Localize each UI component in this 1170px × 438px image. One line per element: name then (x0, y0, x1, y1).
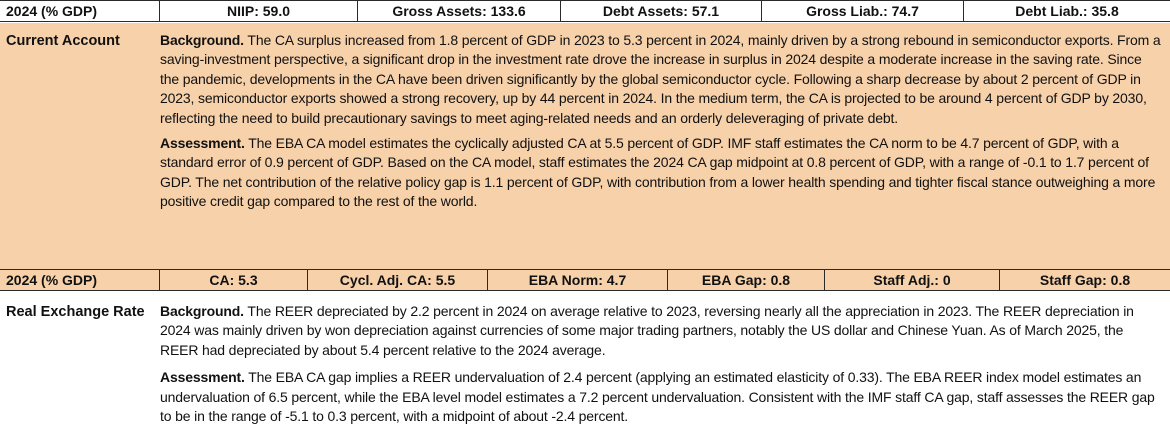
cycl-adj-ca-cell: Cycl. Adj. CA: 5.5 (308, 270, 488, 290)
current-account-section (0, 23, 1170, 269)
background-heading: Background. (160, 303, 244, 319)
debt-liabilities-cell: Debt Liab.: 35.8 (1015, 3, 1119, 19)
assessment-text: The EBA CA model estimates the cyclically adjusted CA at 5.5 percent of GDP. IMF staff estimates the CA norm to be 4.7 percent of GDP, with a standard error of 0.9 percent of GDP. Based on the CA model, staff estimates the 2024 CA gap midpoint at 0.8 percent of GDP, with a range of -0.1 to 1.7 percent of GDP. The net contribution of the relative policy gap is 1.1 percent of GDP, with contribution from a lower health spending and tighter fiscal stance outweighing a more positive credit gap compared to the rest of the world. (160, 135, 1156, 210)
current-account-background (160, 31, 1164, 128)
niip-metrics-strip (0, 0, 1170, 22)
year-label: 2024 (% GDP) (0, 1, 160, 21)
background-text: The CA surplus increased from 1.8 percent of GDP in 2023 to 5.3 percent in 2024, mainly driven by a strong rebound in semiconductor exports. From a saving-investment perspective, a significant drop in the investment rate drove the increase in surplus in 2024 despite a moderate increase in the saving rate. Since the pandemic, developments in the CA have been driven significantly by the global semiconductor cycle. Following a sharp decrease by about 2 percent of GDP in 2023, semiconductor exports showed a strong recovery, up by 44 percent in 2024. In the medium term, the CA is projected to be around 4 percent of GDP by 2030, reflecting the need to build precautionary savings to meet aging-related needs and an orderly deleveraging of private debt. (160, 32, 1161, 126)
current-account-body (160, 31, 1164, 212)
niip-cell: NIIP: 59.0 (160, 1, 358, 21)
gross-liabilities-cell: Gross Liab.: 74.7 (762, 1, 964, 21)
assessment-text: The EBA CA gap implies a REER undervaluation of 2.4 percent (applying an estimated elasticity of 0.33). The EBA REER index model estimates an undervaluation of 6.5 percent, while the EBA level model estimates a 7.2 percent undervaluation. Consistent with the IMF staff CA gap, staff assesses the REER gap to be in the range of -5.1 to 0.3 percent, with a midpoint of about -2.4 percent. (160, 369, 1155, 425)
ca-cell: CA: 5.3 (160, 270, 308, 290)
gross-assets-cell: Gross Assets: 133.6 (358, 1, 561, 21)
assessment-heading: Assessment. (160, 369, 245, 386)
current-account-label: Current Account (6, 33, 120, 49)
reer-assessment (160, 368, 1164, 426)
current-account-assessment (160, 134, 1164, 212)
real-exchange-rate-body (160, 302, 1164, 426)
staff-adj-cell: Staff Adj.: 0 (825, 270, 1000, 290)
eba-norm-cell: EBA Norm: 4.7 (488, 270, 668, 290)
real-exchange-rate-label: Real Exchange Rate (6, 304, 145, 320)
background-heading: Background. (160, 32, 244, 48)
ca-metrics-strip (0, 269, 1170, 291)
debt-assets-cell: Debt Assets: 57.1 (561, 1, 762, 21)
reer-background (160, 302, 1164, 360)
real-exchange-rate-section (0, 291, 1170, 438)
eba-gap-cell: EBA Gap: 0.8 (668, 270, 825, 290)
year-label: 2024 (% GDP) (0, 270, 160, 290)
background-text: The REER depreciated by 2.2 percent in 2024 on average relative to 2023, reversing nearly all the appreciation in 2023. The REER depreciation in 2024 was mainly driven by won depreciation against currencies of some major trading partners, notably the US dollar and Chinese Yuan. As of March 2025, the REER had depreciated by about 5.4 percent relative to the 2024 average. (160, 303, 1134, 358)
assessment-heading: Assessment. (160, 135, 245, 152)
staff-gap-cell: Staff Gap: 0.8 (1039, 272, 1131, 288)
